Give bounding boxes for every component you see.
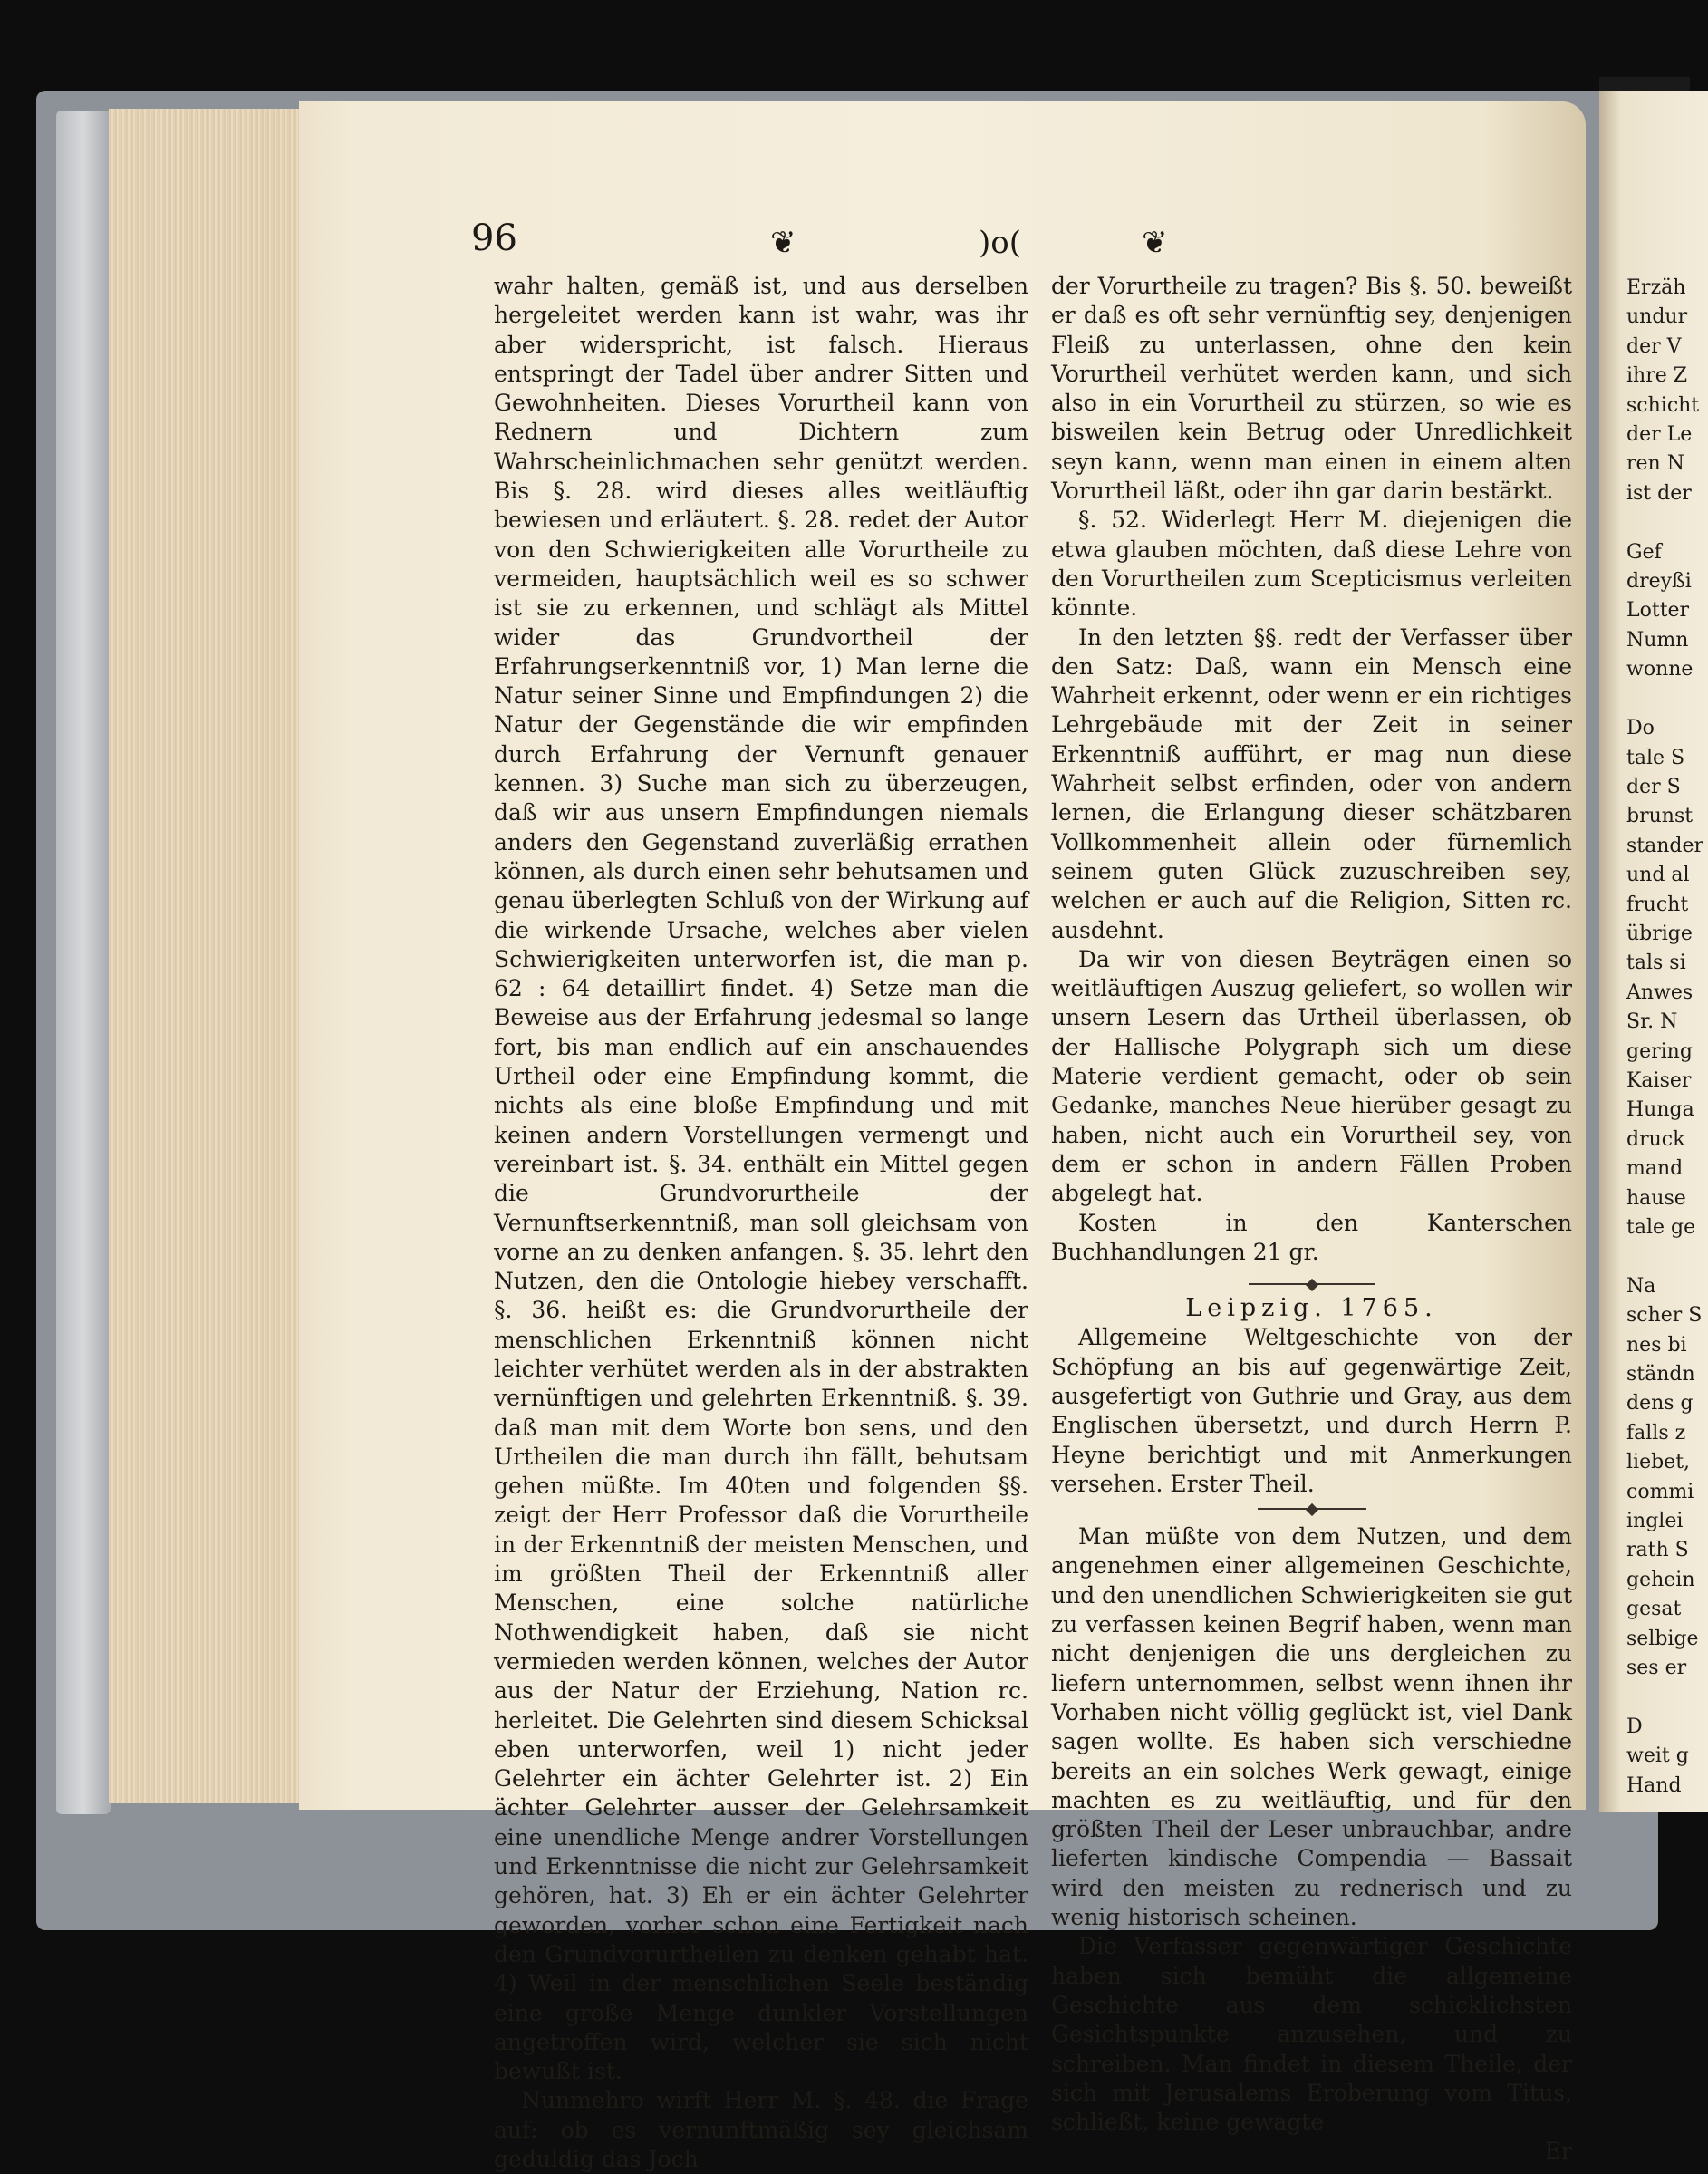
facing-page-line: Numn (1626, 628, 1689, 652)
facing-page-line: gehein (1626, 1568, 1695, 1591)
facing-page-line: gesat (1626, 1598, 1682, 1621)
paragraph: §. 52. Widerlegt Herr M. diejenigen die etwa glauben möchten, daß diese Lehre von den Vorurtheilen zum Scepticismus verleiten könnte. (1051, 507, 1572, 622)
page-block-edges (109, 109, 304, 1803)
facing-page-line: mand (1626, 1157, 1684, 1181)
facing-page-line: tals si (1626, 952, 1686, 975)
facing-page-line: falls z (1626, 1421, 1686, 1445)
facing-page-line: Gef (1626, 540, 1662, 564)
facing-page-line: der Le (1626, 423, 1693, 447)
ornament-left-icon: ❦ (770, 225, 796, 261)
facing-page-line: weit g (1626, 1744, 1689, 1768)
paragraph: In den letzten §§. redt der Verfasser über den Satz: Daß, wann ein Mensch eine Wahrheit erkennt, oder wenn er ein richtiges Lehrgebäude mit der Zeit in seiner Erkenntniß aufführt, er mag nun diese Wahrheit selbst erfinden, oder von andern lernen, die Erlangung dieser schätzbaren Vollkommenheit allein oder fürnemlich seinem guten Glück zuzuschreiben sey, welchen er auch auf die Religion, Sitten rc. ausdehnt. (1051, 623, 1572, 943)
facing-page-line: schicht (1626, 393, 1700, 417)
facing-page-line (1626, 685, 1690, 714)
facing-page-line: undur (1626, 305, 1688, 329)
facing-page-line: ständn (1626, 1363, 1695, 1387)
ornament-right-icon: ❦ (1142, 225, 1168, 261)
facing-page-line: der S (1626, 775, 1681, 798)
facing-page-line: Hunga (1626, 1098, 1694, 1122)
facing-page-line: nes bi (1626, 1333, 1687, 1357)
facing-page-text (1626, 274, 1704, 1801)
section-divider (1249, 1283, 1375, 1294)
facing-page-line: Sr. N (1626, 1010, 1678, 1034)
facing-page-line: Anwes (1626, 981, 1694, 1004)
facing-page-line: wonne (1626, 658, 1694, 681)
facing-page-line: stander (1626, 834, 1704, 857)
facing-page-line: Lotter (1626, 599, 1690, 623)
facing-page-line: frucht (1626, 893, 1689, 916)
paragraph: Die Verfasser gegenwärtiger Geschichte haben sich bemüht die allgemeine Geschichte aus dem schicklichsten Gesichtspunkte anzusehen, und zu schreiben. Man findet in diesem Theile, der sich mit Jerusalems Eroberung vom Titus, schließt, keine gewagte (1051, 1933, 1572, 2136)
facing-page-line: scher S (1626, 1304, 1703, 1328)
facing-page-line: und al (1626, 864, 1690, 887)
ornament-center-icon: )o( (979, 225, 1021, 261)
catchword: Er (1544, 2138, 1572, 2165)
facing-page-line: hause (1626, 1186, 1686, 1210)
facing-page-line: dens g (1626, 1392, 1694, 1416)
facing-page-line: übrige (1626, 922, 1693, 945)
facing-page-line: rath S (1626, 1539, 1689, 1562)
title-divider (1258, 1508, 1366, 1519)
paragraph: wahr halten, gemäß ist, und aus derselben hergeleitet werden kann ist wahr, was ihr aber widerspricht, ist falsch. Hieraus entspringt der Tadel über andrer Sitten und Gewohnheiten. Dieses Vorurtheil kann von Rednern und Dichtern zum Wahrscheinlichmachen sehr genützt werden. Bis §. 28. wird dieses alles weitläuftig bewiesen und erläutert. §. 28. redet der Autor von den Schwierigkeiten alle Vorurtheile zu vermeiden, hauptsächlich weil es so schwer ist sie zu erkennen, und schlägt als Mittel wider das Grundvortheil der Erfahrungserkenntniß vor, 1) Man lerne die Natur seiner Sinne und Empfindungen 2) die Natur der Gegenstände die wir empfinden durch Erfahrung der Vernunft genauer kennen. 3) Suche man sich zu überzeugen, daß wir aus unsern Empfindungen niemals anders den Gegenstand zuverläßig errathen können, als durch einen sehr behutsamen und genau überlegten Schluß von der Wirkung auf die wirkende Ursache, welches aber vielen Schwierigkeiten unterworfen ist, die man p. 62 : 64 detaillirt findet. 4) Setze man die Beweise aus der Erfahrung jedesmal so lange fort, bis man endlich auf ein anschauendes Urtheil oder eine Empfindung kommt, die nichts als eine bloße Empfindung und mit keinen andern Vorstellungen vermengt und vereinbart ist. §. 34. enthält ein Mittel gegen die Grundvorurtheile der Vernunftserkenntniß, man soll gleichsam von vorne an zu denken anfangen. §. 35. lehrt den Nutzen, den die Ontologie hiebey verschafft. §. 36. heißt es: die Grundvorurtheile der menschlichen Erkenntniß können nicht leichter verhütet werden als in der abstrakten vernünftigen und gelehrten Erkenntniß. §. 39. daß man mit dem Worte bon sens, und den Urtheilen die man durch ihn fällt, behutsam gehen müßte. Im 40ten und folgenden §§. zeigt der Herr Professor daß die Vorurtheile in der Erkenntniß der meisten Menschen, und im größten Theil der Erkenntniß aller Menschen, eine solche natürliche Nothwendigkeit haben, daß sie nicht vermieden werden können, welches der Autor aus der Natur der Erziehung, Nation rc. herleitet. Die Gelehrten sind diesem Schicksal eben unterworfen, weil 1) nicht jeder Gelehrter ein ächter Gelehrter ist. 2) Ein ächter Gelehrter ausser der Gelehrsamkeit eine unendliche Menge andrer Vorstellungen und Erkenntnisse die nicht zur Gelehrsamkeit gehören, hat. 3) Eh er ein ächter Gelehrter geworden, vorher schon eine Fertigkeit nach den Grundvorurtheilen zu denken gehabt hat. 4) Weil in der menschlichen Seele beständig eine große Menge dunkler Vorstellungen angetroffen wird, welcher sie sich nicht bewußt ist. (494, 273, 1028, 2085)
left-text-column (494, 272, 1028, 2174)
facing-page-line: tale S (1626, 746, 1685, 769)
facing-page-line: dreyßi (1626, 570, 1692, 594)
cover-spine-edge (56, 111, 111, 1814)
facing-page-line: ses er (1626, 1657, 1687, 1680)
facing-page-line: Kaiser (1626, 1068, 1692, 1092)
facing-page-line (1626, 508, 1690, 537)
facing-page-line: inglei (1626, 1510, 1684, 1533)
facing-page-line: Hand (1626, 1773, 1682, 1797)
facing-page-line: ren N (1626, 452, 1684, 476)
review-title: Allgemeine Weltgeschichte von der Schöpfung an bis auf gegenwärtige Zeit, ausgefertigt von Guthrie und Gray, aus dem Englischen übersetzt, und durch Herrn P. Heyne berichtigt und mit Anmerkungen versehen. Erster Theil. (1051, 1324, 1572, 1497)
facing-page-line: brunst (1626, 805, 1694, 828)
facing-page-line: ist der (1626, 481, 1692, 505)
page-header (471, 217, 1522, 272)
facing-page-line: ihre Z (1626, 364, 1688, 388)
paragraph: Man müßte von dem Nutzen, und dem angenehmen einer allgemeinen Geschichte, und den unendlichen Schwierigkeiten sie gut zu verfassen keinen Begrif haben, wenn man nicht denjenigen die uns dergleichen zu liefern unternommen, selbst wenn ihnen ihr Vorhaben nicht völlig geglückt ist, viel Dank sagen wollte. Es haben sich verschiedne bereits an ein solches Werk gewagt, einige machten es zu weitläuftig, und für den größten Theil der Leser unbrauchbar, andre lieferten kindische Compendia — Bassait wird den meisten zu rednerisch und zu wenig historisch scheinen. (1051, 1523, 1572, 1931)
facing-page-line: druck (1626, 1127, 1685, 1151)
place-date-heading: Leipzig. 1765. (1185, 1294, 1438, 1323)
facing-page-line: Na (1626, 1274, 1656, 1298)
facing-page-line: Do (1626, 717, 1655, 740)
facing-page-line (1626, 1242, 1690, 1271)
paragraph: Nunmehro wirft Herr M. §. 48. die Frage auf: ob es vernunftmäßig sey gleichsam geduldig das Joch (494, 2087, 1028, 2172)
facing-page-line: commi (1626, 1480, 1694, 1503)
facing-page-line: Erzäh (1626, 276, 1686, 299)
facing-page-line (1626, 1684, 1690, 1713)
facing-page-line: selbige (1626, 1627, 1699, 1650)
facing-page-line: der V (1626, 334, 1682, 358)
paragraph: Da wir von diesen Beyträgen einen so weitläuftigen Auszug geliefert, so wollen wir unsern Lesern das Urtheil überlassen, ob der Hallische Polygraph sich um diese Materie verdient gemacht, oder ob sein Gedanke, manches Neue hierüber gesagt zu haben, nicht auch ein Vorurtheil sey, von dem er schon in andern Fällen Proben abgelegt hat. (1051, 945, 1572, 1207)
page-number: 96 (471, 217, 517, 259)
price-line: Kosten in den Kanterschen Buchhandlungen 21 gr. (1051, 1209, 1572, 1265)
paragraph: der Vorurtheile zu tragen? Bis §. 50. beweißt er daß es oft sehr vernünftig sey, denjenigen Fleiß zu unterlassen, ohne den kein Vorurtheil verhütet werden kann, und sich also in ein Vorurtheil zu stürzen, so wie es bisweilen kein Betrug oder Unredlichkeit seyn kann, wenn man einen in einem alten Vorurtheil läßt, oder ihn gar darin bestärkt. (1051, 273, 1572, 505)
facing-page-line: D (1626, 1715, 1643, 1738)
facing-page-line: liebet, (1626, 1451, 1691, 1474)
facing-page-line: tale ge (1626, 1216, 1696, 1239)
facing-page-line: gering (1626, 1039, 1693, 1063)
right-text-column (1051, 272, 1572, 2167)
